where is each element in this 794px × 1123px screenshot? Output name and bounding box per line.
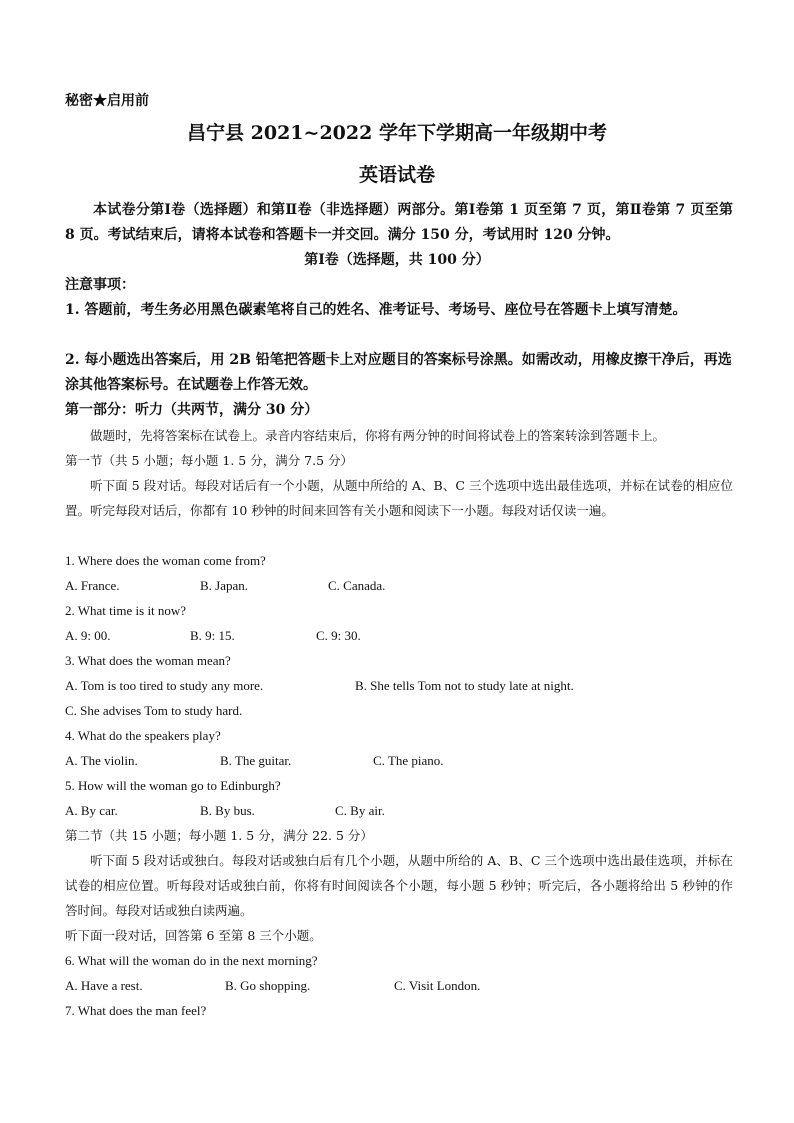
listening-instruction: 做题时，先将答案标在试卷上。录音内容结束后，你将有两分钟的时间将试卷上的答案转涂到答题卡上。 bbox=[90, 428, 666, 443]
option-c: C. Visit London. bbox=[394, 978, 481, 993]
exam-subtitle: 英语试卷 bbox=[358, 164, 435, 186]
option-a: A. 9: 00. bbox=[65, 628, 111, 643]
dialogue-lead: 听下面一段对话，回答第 6 至第 8 三个小题。 bbox=[65, 928, 322, 943]
note-item: 1. 答题前，考生务必用黑色碳素笔将自己的姓名、准考证号、考场号、座位号在答题卡上填写清楚。 bbox=[65, 302, 687, 318]
listening-heading: 第一部分：听力（共两节，满分 30 分） bbox=[65, 402, 319, 418]
option-a: A. France. bbox=[65, 578, 120, 593]
option-b: B. She tells Tom not to study late at night. bbox=[355, 678, 574, 693]
question-stem: 7. What does the man feel? bbox=[65, 1003, 207, 1018]
section-two-instruction: 听下面 5 段对话或独白。每段对话或独白后有几个小题，从题中所给的 A、B、C 三个选项中选出最佳选项，并标在试卷的相应位置。听每段对话或独白前，你将有时间阅读各个小题，每小题 5 秒钟；听完后，各小题将给出 5 秒钟的作答时间。每段对话或独白读两遍。 bbox=[65, 853, 733, 918]
option-a: A. By car. bbox=[65, 803, 118, 818]
option-b: B. Go shopping. bbox=[225, 978, 311, 993]
question-stem: 1. Where does the woman come from? bbox=[65, 553, 266, 568]
notes-heading: 注意事项： bbox=[65, 277, 135, 293]
option-b: B. Japan. bbox=[200, 578, 249, 593]
option-c: C. 9: 30. bbox=[316, 628, 361, 643]
part-one-title: 第Ⅰ卷（选择题，共 100 分） bbox=[304, 252, 490, 268]
option-c: C. She advises Tom to study hard. bbox=[65, 703, 243, 718]
section-one-heading: 第一节（共 5 小题；每小题 1. 5 分，满分 7.5 分） bbox=[65, 453, 354, 468]
question-stem: 5. How will the woman go to Edinburgh? bbox=[65, 778, 281, 793]
option-b: B. 9: 15. bbox=[190, 628, 235, 643]
option-c: C. The piano. bbox=[373, 753, 444, 768]
confidential-mark: 秘密★启用前 bbox=[65, 93, 149, 109]
question-stem: 3. What does the woman mean? bbox=[65, 653, 231, 668]
option-b: B. By bus. bbox=[200, 803, 255, 818]
option-c: C. Canada. bbox=[328, 578, 386, 593]
option-c: C. By air. bbox=[335, 803, 385, 818]
option-a: A. Tom is too tired to study any more. bbox=[65, 678, 264, 693]
option-a: A. Have a rest. bbox=[65, 978, 143, 993]
option-a: A. The violin. bbox=[65, 753, 138, 768]
exam-title: 昌宁县 2021~2022 学年下学期高一年级期中考 bbox=[187, 122, 607, 144]
question-stem: 6. What will the woman do in the next morning? bbox=[65, 953, 318, 968]
question-stem: 4. What do the speakers play? bbox=[65, 728, 221, 743]
exam-intro: 本试卷分第Ⅰ卷（选择题）和第Ⅱ卷（非选择题）两部分。第Ⅰ卷第 1 页至第 7 页，第Ⅱ卷第 7 页至第 8 页。考试结束后，请将本试卷和答题卡一并交回。满分 150 分，考试用时 120 分钟。 bbox=[65, 202, 733, 243]
question-stem: 2. What time is it now? bbox=[65, 603, 187, 618]
section-one-instruction: 听下面 5 段对话。每段对话后有一个小题，从题中所给的 A、B、C 三个选项中选出最佳选项，并标在试卷的相应位置。听完每段对话后，你都有 10 秒钟的时间来回答有关小题和阅读下一小题。每段对话仅读一遍。 bbox=[65, 478, 733, 518]
section-two-heading: 第二节（共 15 小题；每小题 1. 5 分，满分 22. 5 分） bbox=[65, 828, 373, 843]
option-b: B. The guitar. bbox=[220, 753, 292, 768]
note-item: 2. 每小题选出答案后，用 2B 铅笔把答题卡上对应题目的答案标号涂黑。如需改动，用橡皮擦干净后，再选涂其他答案标号。在试题卷上作答无效。 bbox=[65, 352, 732, 393]
